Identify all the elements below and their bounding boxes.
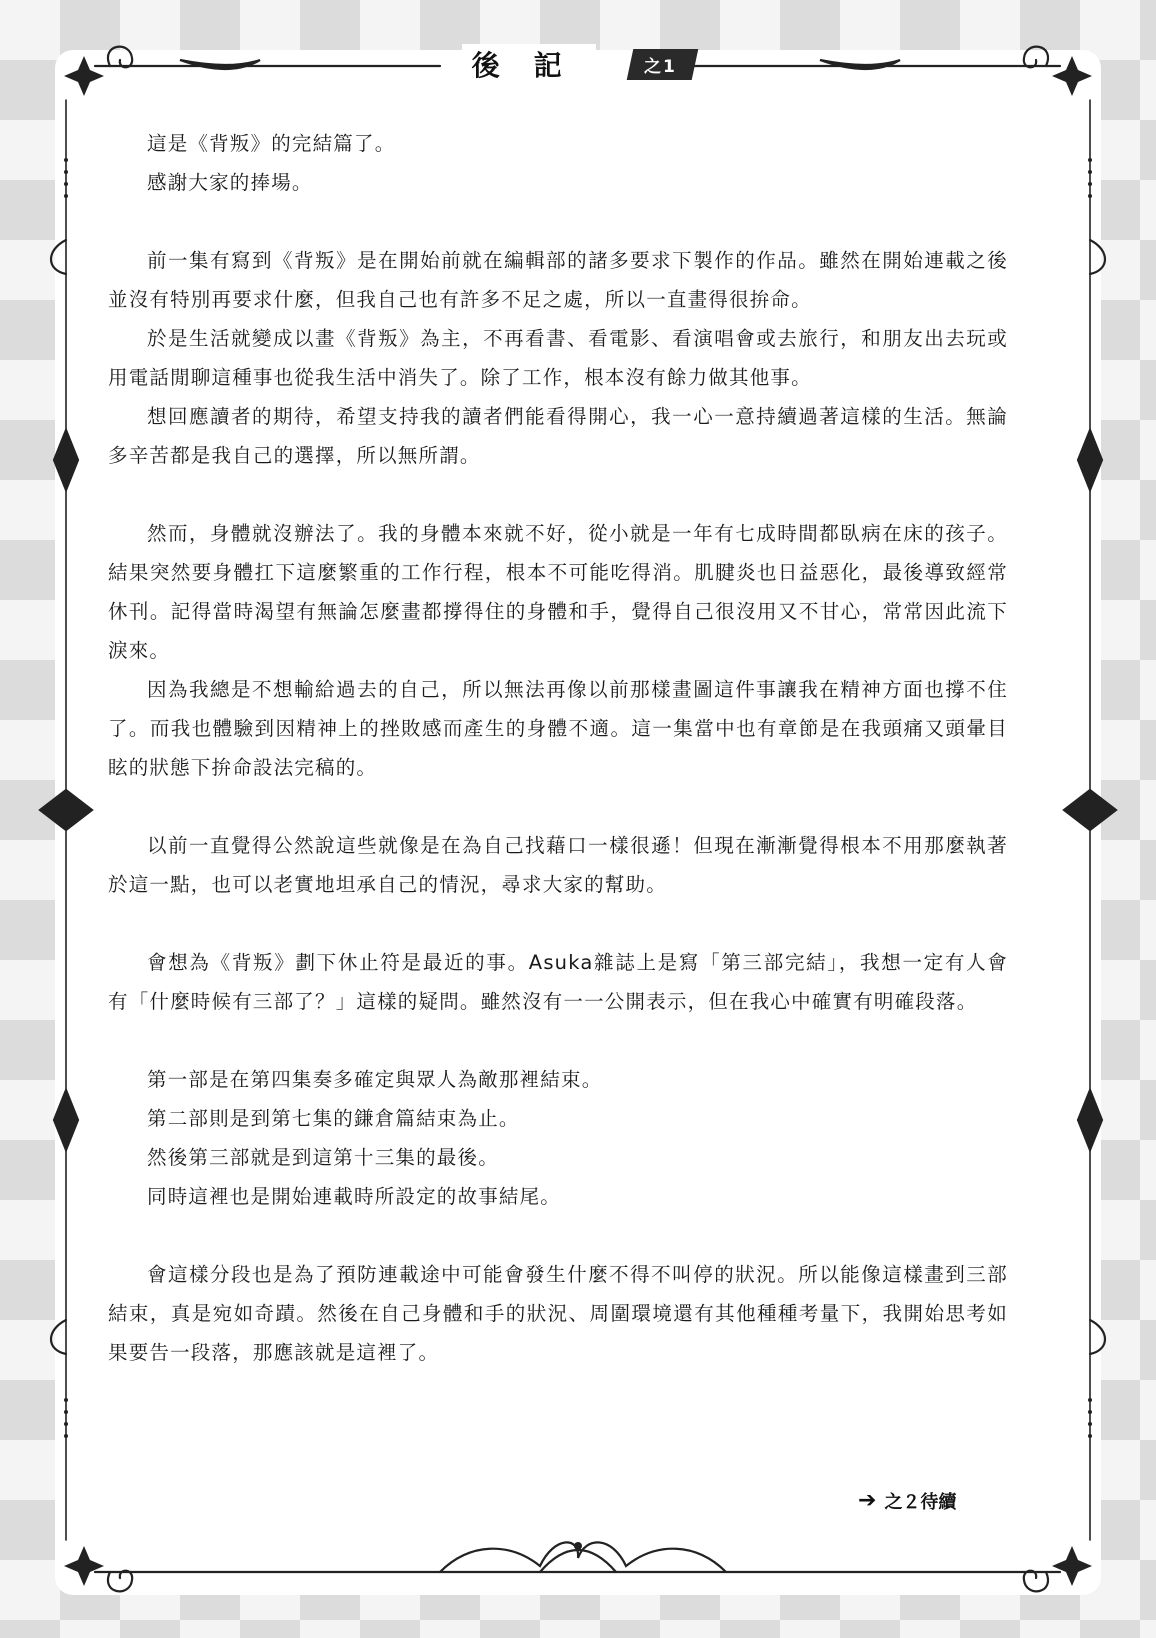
paragraph-gap xyxy=(108,475,1008,514)
part-badge-label: 之1 xyxy=(643,56,677,77)
paragraph: 這是《背叛》的完結篇了。 xyxy=(147,132,396,155)
paragraph: 以前一直覺得公然說這些就像是在為自己找藉口一樣很遜！但現在漸漸覺得根本不用那麼執著於這一點，也可以老實地坦承自己的情況，尋求大家的幫助。 xyxy=(108,834,1008,896)
afterword-body xyxy=(108,124,1008,1372)
paragraph: 想回應讀者的期待，希望支持我的讀者們能看得開心，我一心一意持續過著這樣的生活。無論多辛苦都是我自己的選擇，所以無所謂。 xyxy=(108,405,1008,467)
paragraph-gap xyxy=(108,787,1008,826)
paragraph: 第二部則是到第七集的鎌倉篇結束為止。 xyxy=(147,1107,520,1130)
continue-label: 之２待續 xyxy=(884,1492,957,1513)
paragraph: 前一集有寫到《背叛》是在開始前就在編輯部的諸多要求下製作的作品。雖然在開始連載之後並沒有特別再要求什麼，但我自己也有許多不足之處，所以一直畫得很拚命。 xyxy=(108,249,1008,311)
paragraph: 會這樣分段也是為了預防連載途中可能會發生什麼不得不叫停的狀況。所以能像這樣畫到三部結束，真是宛如奇蹟。然後在自己身體和手的狀況、周圍環境還有其他種種考量下，我開始思考如果要告一段落，那應該就是這裡了。 xyxy=(108,1263,1008,1364)
page-title: 後記 xyxy=(462,44,596,84)
paragraph-gap xyxy=(108,1021,1008,1060)
part-badge xyxy=(626,49,697,80)
continue-note xyxy=(858,1488,956,1514)
paragraph: 感謝大家的捧場。 xyxy=(147,171,313,194)
paragraph: 然後第三部就是到這第十三集的最後。 xyxy=(147,1146,499,1169)
page-header xyxy=(0,44,1156,84)
paragraph: 同時這裡也是開始連載時所設定的故事結尾。 xyxy=(147,1185,562,1208)
paragraph: 會想為《背叛》劃下休止符是最近的事。Asuka雜誌上是寫「第三部完結」，我想一定有人會有「什麼時候有三部了？」這樣的疑問。雖然沒有一一公開表示，但在我心中確實有明確段落。 xyxy=(108,951,1008,1013)
paragraph: 然而，身體就沒辦法了。我的身體本來就不好，從小就是一年有七成時間都臥病在床的孩子。結果突然要身體扛下這麼繁重的工作行程，根本不可能吃得消。肌腱炎也日益惡化，最後導致經常休刊。記得當時渴望有無論怎麼畫都撐得住的身體和手，覺得自己很沒用又不甘心，常常因此流下淚來。 xyxy=(108,522,1008,662)
paragraph-gap xyxy=(108,904,1008,943)
arrow-right-icon: ➔ xyxy=(858,1488,877,1513)
paragraph-gap xyxy=(108,202,1008,241)
paragraph: 因為我總是不想輸給過去的自己，所以無法再像以前那樣畫圖這件事讓我在精神方面也撐不住了。而我也體驗到因精神上的挫敗感而產生的身體不適。這一集當中也有章節是在我頭痛又頭暈目眩的狀態下拚命設法完稿的。 xyxy=(108,678,1008,779)
paragraph: 於是生活就變成以畫《背叛》為主，不再看書、看電影、看演唱會或去旅行，和朋友出去玩或用電話閒聊這種事也從我生活中消失了。除了工作，根本沒有餘力做其他事。 xyxy=(108,327,1008,389)
paragraph: 第一部是在第四集奏多確定與眾人為敵那裡結束。 xyxy=(147,1068,603,1091)
paragraph-gap xyxy=(108,1216,1008,1255)
